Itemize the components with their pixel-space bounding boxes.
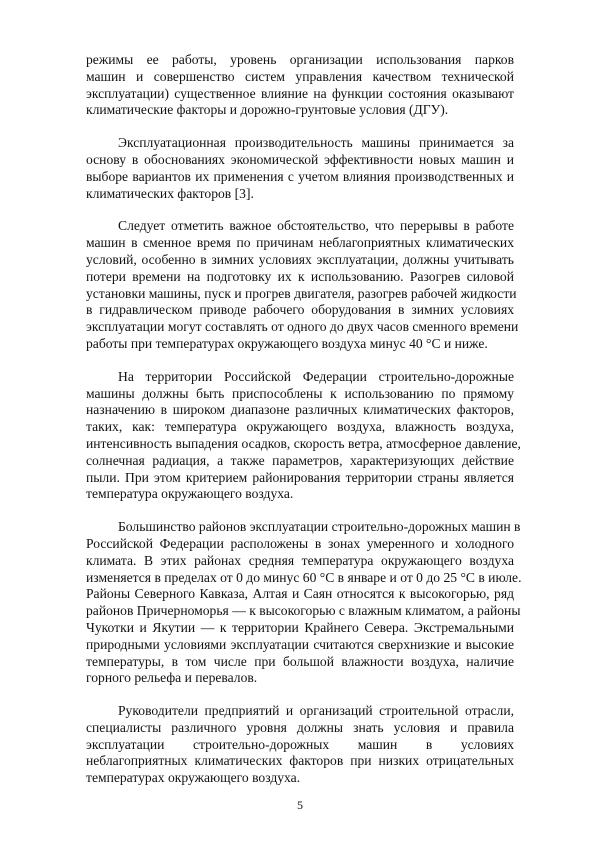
paragraph-line: работы при температурах окружающего воздуха минус 40 °С и ниже. [86,335,488,351]
paragraph-line: интенсивность выпадения осадков, скорость ветра, атмосферное давление, [86,435,521,451]
paragraph [86,135,514,202]
paragraph-line: районов Причерноморья — к высокогорью с влажным климатом, а районы [86,603,521,619]
paragraph-line: климата. В этих районах средняя температура окружающего воздуха [86,552,514,568]
paragraph-line: эксплуатации) существенное влияние на функции состояния оказывают [86,85,514,101]
paragraph-line: назначению в широком диапазоне различных климатических факторов, [86,402,514,418]
paragraph [86,52,514,119]
paragraph [86,218,519,352]
paragraph [86,703,514,787]
document-body [86,52,522,803]
paragraph-line: специалисты различного уровня должны знать условия и правила [86,719,514,735]
paragraph-line: основу в обоснованиях экономической эффективности новых машин и [86,151,514,167]
paragraph-line: установки машины, пуск и прогрев двигателя, разогрев рабочей жидкости [86,285,517,301]
paragraph-line: эксплуатации строительно-дорожных машин в условиях [86,736,514,752]
paragraph-line: Следует отметить важное обстоятельство, что перерывы в работе [118,218,514,234]
paragraph-line: Чукотки и Якутии — к территории Крайнего Севера. Экстремальными [86,619,514,635]
paragraph-line: в гидравлическом приводе рабочего оборудования в зимних условиях [86,302,514,318]
paragraph-line: температуры, в том числе при большой влажности воздуха, наличие [86,653,514,669]
paragraph-line: потери времени на подготовку их к использованию. Разогрев силовой [86,268,514,284]
paragraph-line: климатические факторы и дорожно-грунтовые условия (ДГУ). [86,102,449,118]
paragraph-line: климатических факторов [3]. [86,185,254,201]
paragraph-line: таких, как: температура окружающего воздуха, влажность воздуха, [86,419,514,435]
paragraph-line: изменяется в пределах от 0 до минус 60 °С в январе и от 0 до 25 °С в июле. [86,569,522,585]
paragraph [86,519,522,687]
paragraph-line: Российской Федерации расположены в зонах умеренного и холодного [86,535,514,551]
paragraph-line: Большинство районов эксплуатации строительно-дорожных машин в [118,519,521,535]
paragraph-line: солнечная радиация, а также параметров, характеризующих действие [86,452,514,468]
paragraph-line: Районы Северного Кавказа, Алтая и Саян относятся к высокогорью, ряд [86,586,514,602]
paragraph-line: машин и совершенство систем управления качеством технической [86,68,514,84]
paragraph-line: Руководители предприятий и организаций строительной отрасли, [118,703,514,719]
paragraph-line: машин в сменное время по причинам неблагоприятных климатических [86,235,514,251]
paragraph-line: температурах окружающего воздуха. [86,770,301,786]
paragraph [86,368,521,503]
paragraph-line: природными условиями эксплуатации считаются сверхнизкие и высокие [86,636,514,652]
paragraph-line: пыли. При этом критерием районирования территории страны является [86,469,514,485]
paragraph-line: На территории Российской Федерации строительно-дорожные [118,368,514,384]
paragraph-line: машины должны быть приспособлены к использованию по прямому [86,385,514,401]
paragraph-line: температура окружающего воздуха. [86,486,294,502]
paragraph-line: выборе вариантов их применения с учетом влияния производственных и [86,168,514,184]
page-number: 5 [297,798,303,812]
paragraph-line: горного рельефа и перевалов. [86,670,258,686]
paragraph-line: эксплуатации могут составлять от одного до двух часов сменного времени [86,319,519,335]
paragraph-line: Эксплуатационная производительность машины принимается за [118,135,514,151]
paragraph-line: условий, особенно в зимних условиях эксплуатации, должны учитывать [86,251,514,267]
paragraph-line: неблагоприятных климатических факторов при низких отрицательных [86,753,514,769]
paragraph-line: режимы ее работы, уровень организации использования парков [86,52,514,67]
